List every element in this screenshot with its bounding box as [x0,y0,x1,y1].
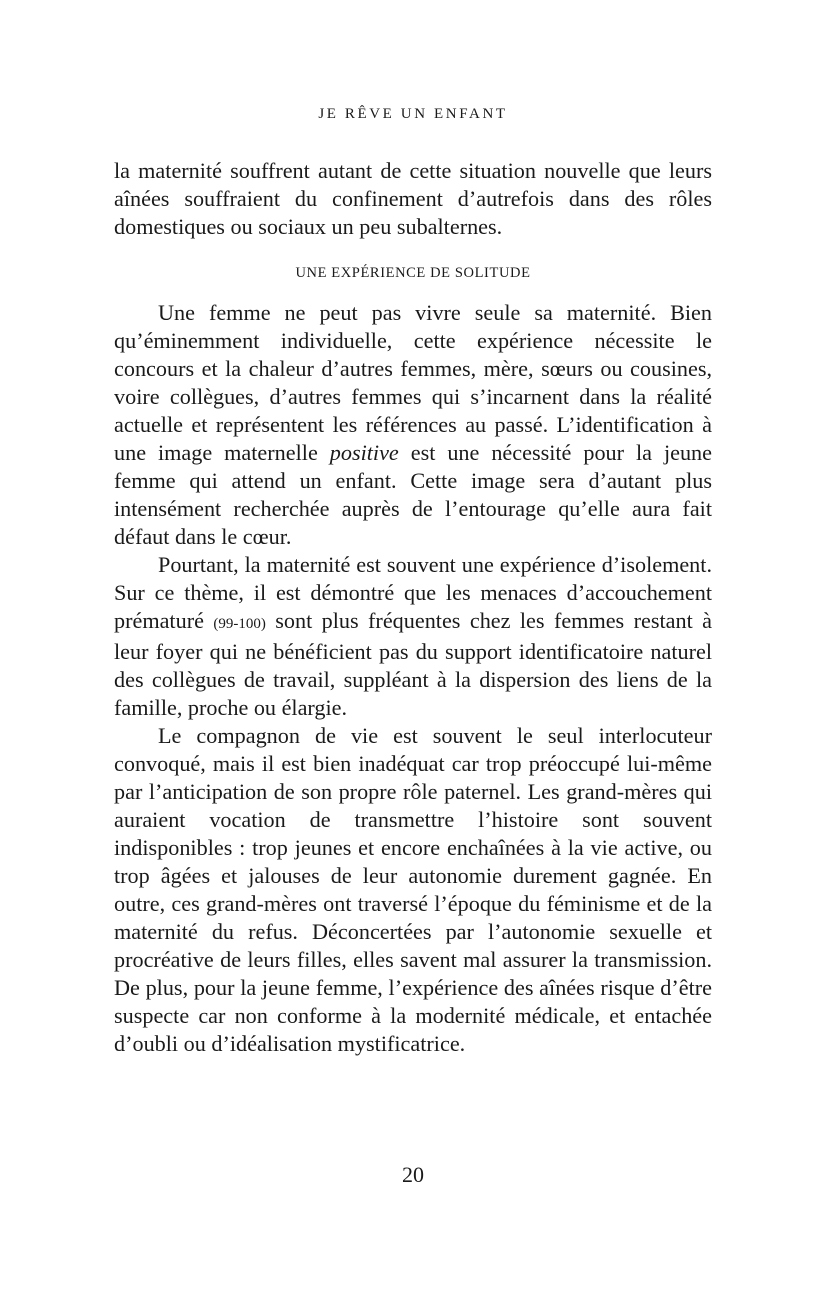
book-page [114,0,712,1300]
opening-paragraph: la maternité souffrent autant de cette situation nouvelle que leurs aînées souffraient du confinement d’autrefois dans des rôles domestiques ou sociaux un peu subalternes. [114,158,712,239]
paragraph-1-text-a: Une femme ne peut pas vivre seule sa maternité. Bien qu’éminemment individuelle, cette expérience nécessite le concours et la chaleur d’autres femmes, mère, sœurs ou cousines, voire collègues, d’autres femmes qui s’incarnent dans la réalité actuelle et représentent les références au passé. L’identification à une image maternelle [114,300,712,465]
running-head: JE RÊVE UN ENFANT [318,106,508,122]
paragraph-1 [114,299,712,551]
page-number: 20 [402,1162,424,1187]
paragraph-3: Le compagnon de vie est souvent le seul interlocuteur convoqué, mais il est bien inadéquat car trop préoccupé lui-même par l’anticipation de son propre rôle paternel. Les grand-mères qui auraient vocation de transmettre l’histoire sont souvent indisponibles : trop jeunes et encore enchaînées à la vie active, ou trop âgées et jalouses de leur autonomie durement gagnée. En outre, ces grand-mères ont traversé l’époque du féminisme et de la maternité du refus. Déconcertées par l’autonomie sexuelle et procréative de leurs filles, elles savent mal assurer la transmission. De plus, pour la jeune femme, l’expérience des aînées risque d’être suspecte car non conforme à la modernité médicale, et entachée d’oubli ou d’idéalisation mystificatrice. [114,723,712,1056]
paragraph-2-text-b: sont plus fréquentes chez les femmes restant à leur foyer qui ne bénéficient pas du support identificatoire naturel des collègues de travail, suppléant à la dispersion des liens de la famille, proche ou élargie. [114,608,712,720]
paragraph-2 [114,551,712,722]
paragraph-2-text-a: Pourtant, la maternité est souvent une expérience d’isolement. Sur ce thème, il est démontré que les menaces d’accouchement prématuré [114,552,712,633]
paragraph-1-text-b: est une nécessité pour la jeune femme qui attend un enfant. Cette image sera d’autant plus intensément recherchée auprès de l’entourage qu’elle aura fait défaut dans le cœur. [114,440,713,549]
bibliographic-reference: (99-100) [213,616,266,632]
body-text [114,157,712,1058]
emphasized-word: positive [329,440,399,465]
section-title: UNE EXPÉRIENCE DE SOLITUDE [295,265,531,281]
